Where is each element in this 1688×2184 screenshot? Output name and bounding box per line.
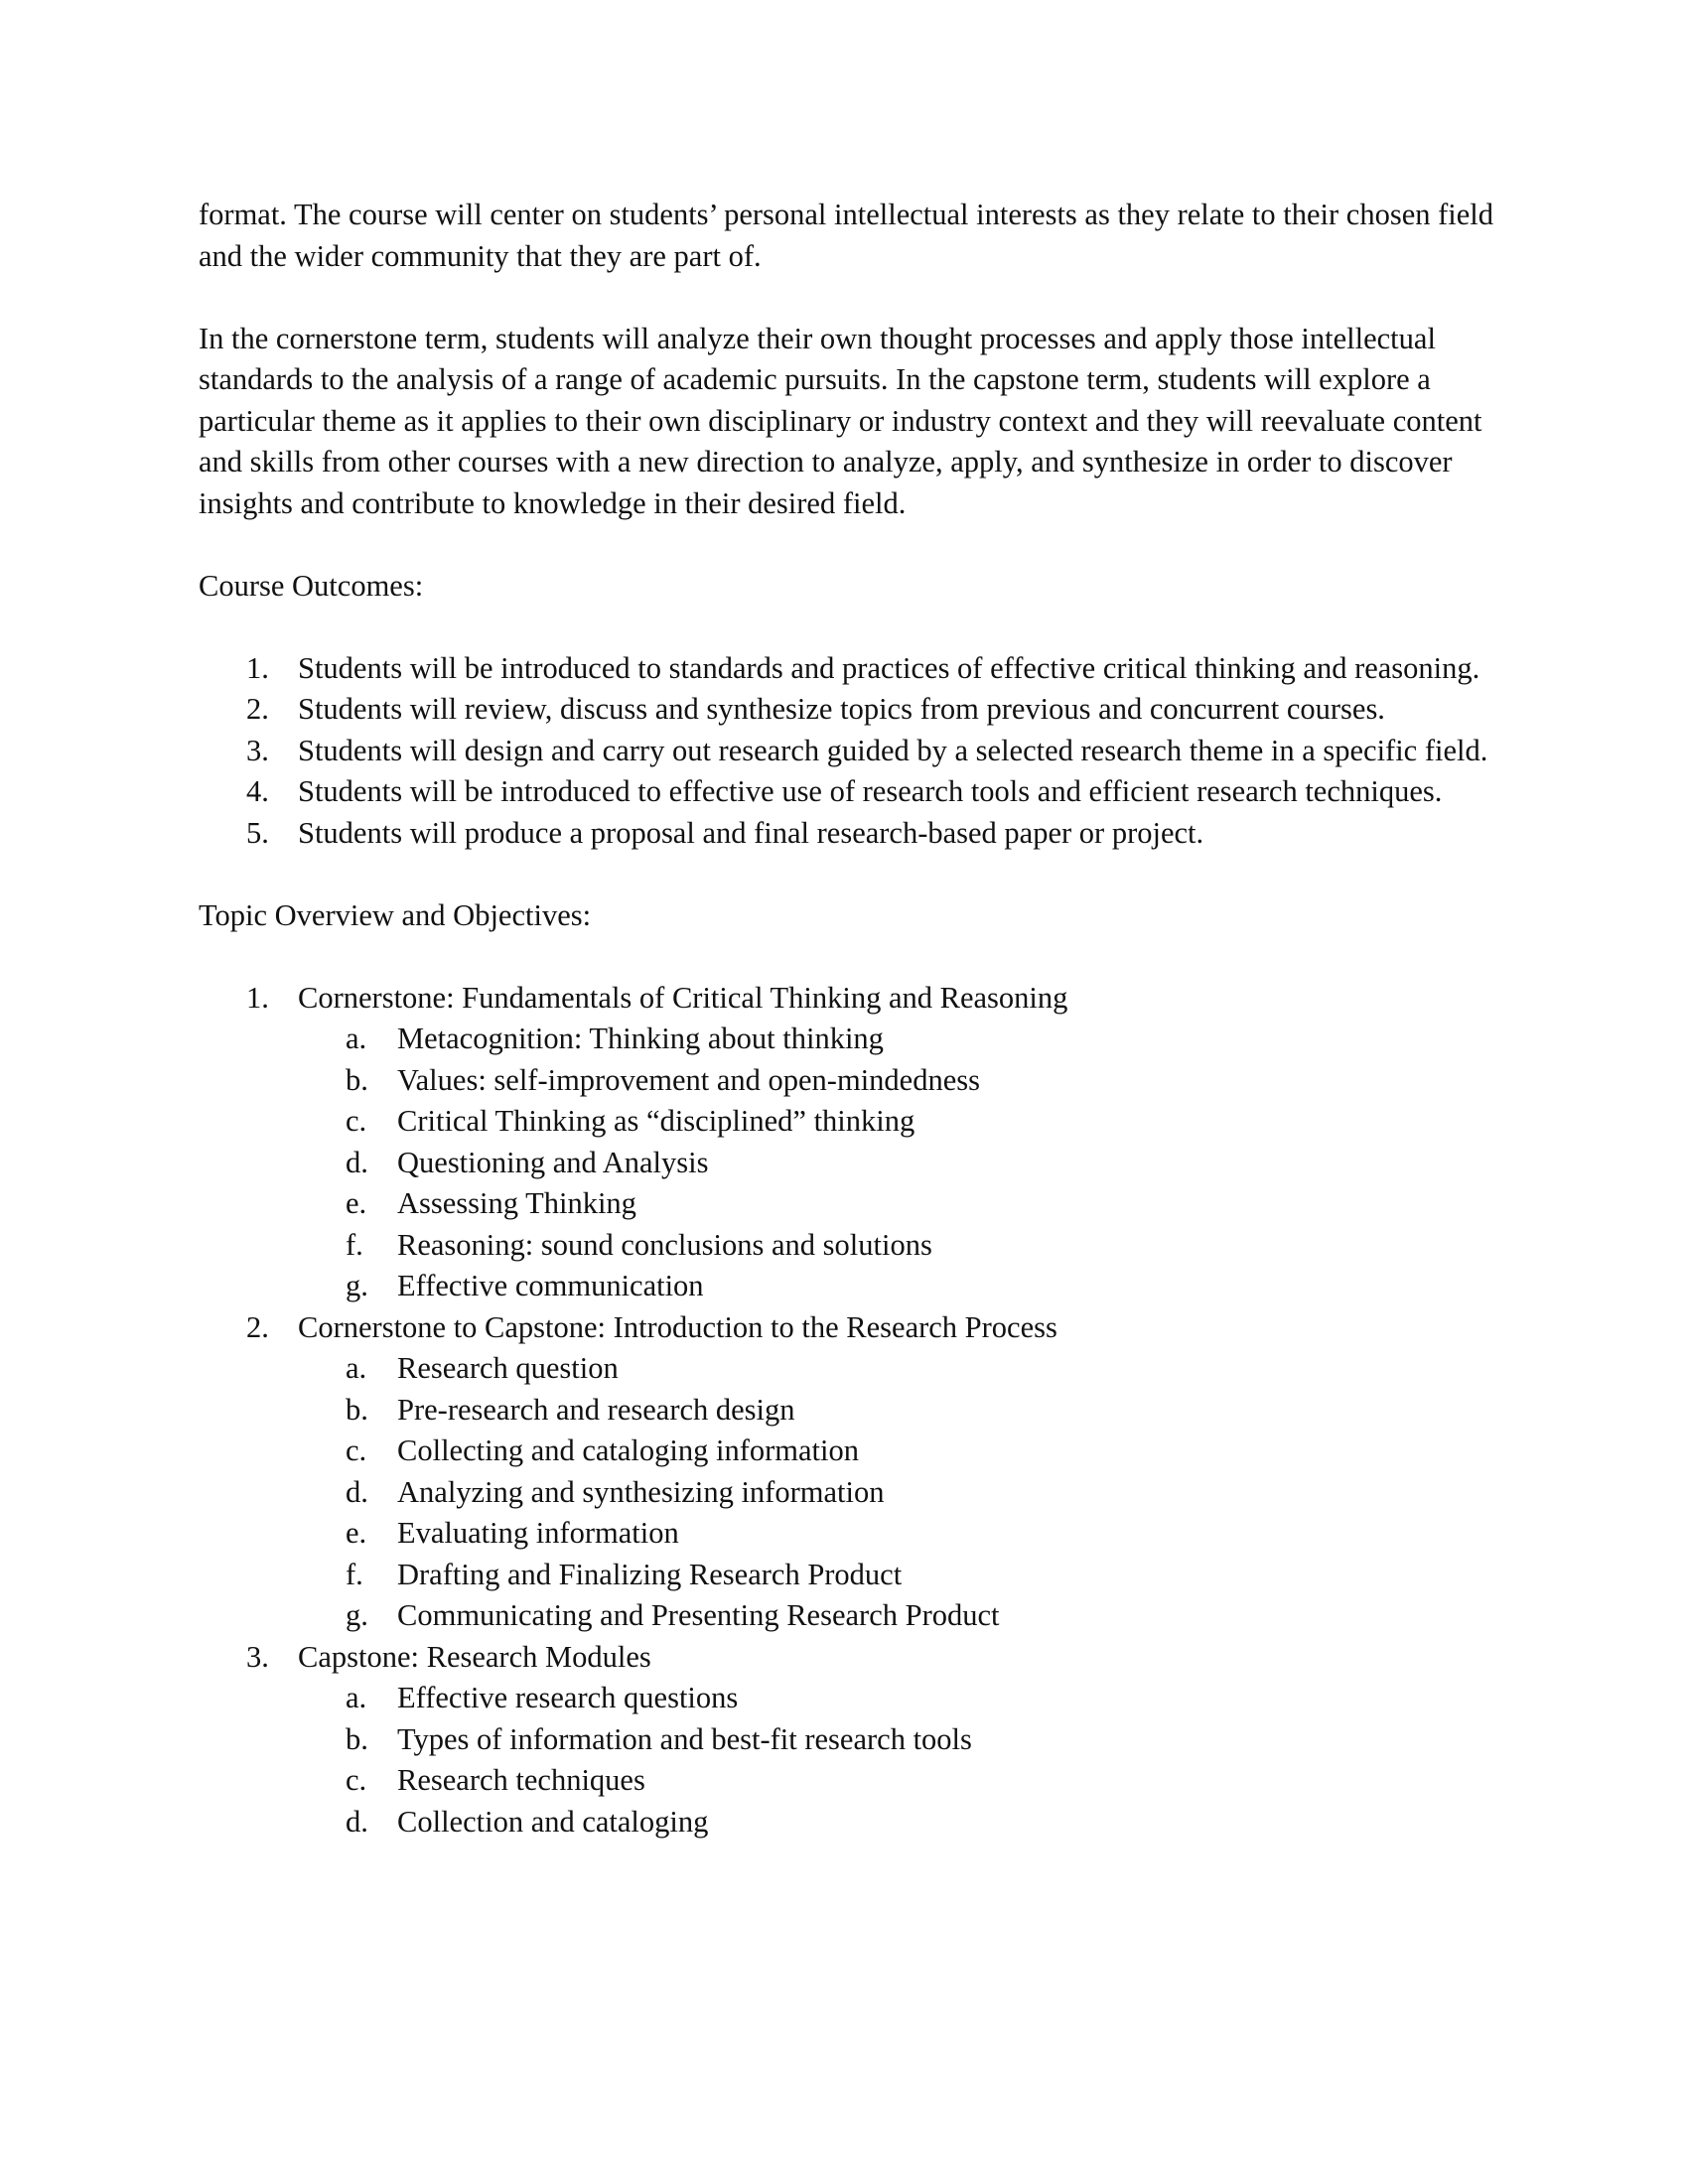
subtopic-text: Values: self-improvement and open-mindedness [397,1062,980,1097]
topic-item [199,1637,1499,1843]
outcome-number: 4. [246,774,269,808]
outcome-text: Students will review, discuss and synthesize topics from previous and concurrent courses. [298,692,1385,726]
subtopic-item [298,1143,1499,1184]
subtopic-text: Effective research questions [397,1681,739,1714]
subtopic-letter: c. [346,1433,367,1467]
topic-text: Capstone: Research Modules [298,1639,651,1674]
topics-heading: Topic Overview and Objectives: [199,897,592,932]
topics-list [199,978,1499,1843]
spacer [199,607,1499,648]
subtopic-text: Collecting and cataloging information [397,1433,860,1467]
subtopic-letter: d. [346,1804,368,1839]
subtopic-list [298,1678,1499,1843]
subtopic-item [298,1060,1499,1102]
subtopic-item [298,1595,1499,1637]
subtopic-letter: g. [346,1269,368,1302]
subtopic-letter: a. [346,1351,367,1385]
intro-paragraph-1: format. The course will center on students’ personal intellectual interests as they relate to their chosen field and the wider community that they are part of. [199,198,1493,273]
subtopic-item [298,1183,1499,1225]
topic-text: Cornerstone to Capstone: Introduction to the Research Process [298,1309,1057,1344]
subtopic-item [298,1390,1499,1432]
outcome-text: Students will design and carry out research guided by a selected research theme in a specific field. [298,733,1488,767]
subtopic-text: Drafting and Finalizing Research Product [397,1557,903,1591]
subtopic-list [298,1348,1499,1637]
subtopic-letter: a. [346,1681,367,1714]
subtopic-item [298,1802,1499,1843]
topic-number: 2. [246,1309,269,1344]
subtopic-text: Research question [397,1351,619,1385]
subtopic-item [298,1431,1499,1472]
subtopic-list [298,1019,1499,1307]
subtopic-text: Types of information and best-fit research tools [397,1721,972,1756]
outcomes-heading: Course Outcomes: [199,568,424,603]
subtopic-letter: b. [346,1392,368,1427]
spacer [199,524,1499,566]
subtopic-text: Metacognition: Thinking about thinking [397,1022,884,1055]
outcome-number: 3. [246,733,269,767]
subtopic-item [298,1678,1499,1719]
outcome-text: Students will be introduced to effective use of research tools and efficient research techniques. [298,774,1443,808]
topic-item [199,1307,1499,1637]
subtopic-letter: f. [346,1557,363,1591]
subtopic-text: Collection and cataloging [397,1804,709,1839]
subtopic-text: Assessing Thinking [397,1186,636,1220]
subtopic-text: Research techniques [397,1763,645,1797]
subtopic-text: Reasoning: sound conclusions and solutions [397,1227,932,1262]
subtopic-letter: b. [346,1062,368,1097]
subtopic-text: Effective communication [397,1269,704,1302]
subtopic-item [298,1225,1499,1267]
subtopic-letter: e. [346,1516,367,1550]
subtopic-letter: b. [346,1721,368,1756]
subtopic-text: Evaluating information [397,1516,679,1550]
subtopic-letter: c. [346,1104,367,1138]
subtopic-letter: a. [346,1022,367,1055]
subtopic-letter: d. [346,1145,368,1179]
subtopic-text: Questioning and Analysis [397,1145,709,1179]
outcome-item [199,648,1499,690]
spacer [199,277,1499,319]
subtopic-item [298,1760,1499,1802]
subtopic-item [298,1019,1499,1060]
outcome-number: 2. [246,692,269,726]
subtopic-item [298,1513,1499,1555]
outcome-number: 1. [246,650,269,685]
subtopic-item [298,1348,1499,1390]
subtopic-text: Critical Thinking as “disciplined” thinking [397,1104,915,1138]
topic-number: 3. [246,1639,269,1674]
outcome-item [199,689,1499,731]
subtopic-letter: d. [346,1474,368,1509]
subtopic-item [298,1472,1499,1514]
document-page [199,195,1499,1843]
subtopic-text: Communicating and Presenting Research Product [397,1598,1000,1632]
subtopic-text: Analyzing and synthesizing information [397,1474,885,1509]
subtopic-letter: g. [346,1598,368,1632]
outcome-text: Students will produce a proposal and final research-based paper or project. [298,815,1204,850]
subtopic-letter: c. [346,1763,367,1797]
outcome-item [199,813,1499,855]
topic-text: Cornerstone: Fundamentals of Critical Thinking and Reasoning [298,980,1068,1015]
outcome-number: 5. [246,815,269,850]
subtopic-letter: f. [346,1227,363,1262]
subtopic-letter: e. [346,1186,367,1220]
subtopic-item [298,1719,1499,1761]
spacer [199,936,1499,978]
subtopic-item [298,1101,1499,1143]
outcome-item [199,771,1499,813]
subtopic-item [298,1266,1499,1307]
subtopic-text: Pre-research and research design [397,1392,795,1427]
subtopic-item [298,1555,1499,1596]
outcomes-list [199,648,1499,855]
topic-item [199,978,1499,1307]
intro-paragraph-2: In the cornerstone term, students will analyze their own thought processes and apply those intellectual standards to the analysis of a range of academic pursuits. In the capstone term, students will explore a particular theme as it applies to their own disciplinary or industry context and they will reevaluate content and skills from other courses with a new direction to analyze, apply, and synthesize in order to discover insights and contribute to knowledge in their desired field. [199,321,1482,520]
outcome-text: Students will be introduced to standards and practices of effective critical thinking and reasoning. [298,650,1480,685]
outcome-item [199,731,1499,772]
topic-number: 1. [246,980,269,1015]
spacer [199,854,1499,895]
